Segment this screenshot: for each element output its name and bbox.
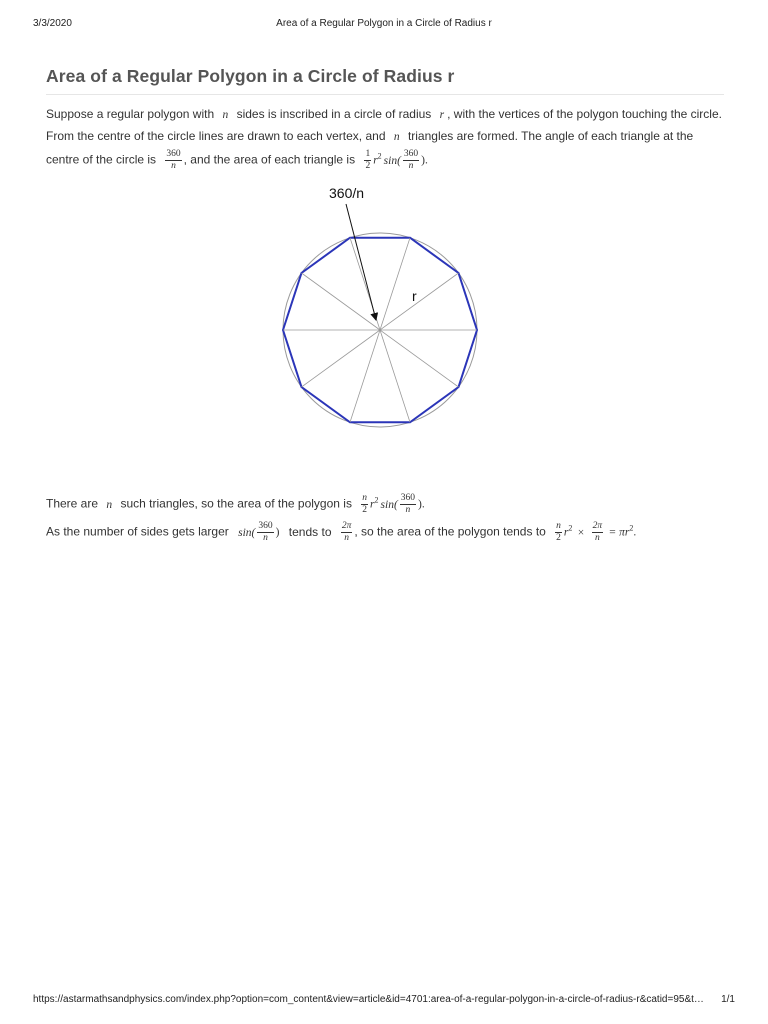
fraction-360-over-n: $\frac{360}{n}$	[166, 149, 181, 171]
print-url: https://astarmathsandphysics.com/index.php?option=com_content&view=article&id=4701:area-of-a-regular-polygon-in-a-circle-of-radius-r&catid=95&t…	[33, 994, 704, 1005]
fraction-n-over-2-b: $\frac{n}{2}$	[556, 521, 561, 543]
print-title: Area of a Regular Polygon in a Circle of Radius r	[276, 18, 492, 29]
radius-line	[302, 330, 381, 387]
paragraph-2: There are n such triangles, so the area of the polygon is $\frac{n}{2}$ $r^2$ sin( $\frac{360}{n}$ ).	[46, 493, 425, 515]
paragraph-1-line-3: centre of the circle is $\frac{360}{n}$ , and the area of each triangle is $\frac{1}{2}$ $r^2$ sin( $\frac{360}{n}$ ).	[46, 149, 428, 171]
paragraph-3: As the number of sides gets larger sin( $\frac{360}{n}$ ) tends to $\frac{2\pi}{n}$ , so the area of the polygon tends to $\frac{n}{2}$ $r^2$ × $\frac{2\pi}{n}$ = $\pi r^2$.	[46, 521, 637, 543]
radius-label: r	[412, 288, 417, 304]
fraction-n-over-2: $\frac{n}{2}$	[362, 493, 368, 515]
title-divider	[46, 94, 724, 95]
radius-line	[302, 273, 381, 330]
print-header	[0, 14, 768, 30]
print-date: 3/3/2020	[33, 18, 72, 29]
polygon-diagram	[230, 180, 540, 440]
angle-label: 360/n	[329, 185, 365, 201]
fraction-360-over-n-3: $\frac{360}{n}$	[400, 493, 416, 515]
print-page-number: 1/1	[721, 994, 735, 1005]
print-footer	[0, 992, 768, 1008]
fraction-2pi-over-n-b: $\frac{2\pi}{n}$	[592, 521, 603, 543]
article-title: Area of a Regular Polygon in a Circle of Radius r	[46, 66, 455, 86]
radius-line	[380, 330, 410, 422]
angle-arrow	[346, 204, 376, 320]
fraction-one-half: $\frac{1}{2}$	[365, 149, 371, 171]
radius-line	[350, 330, 380, 422]
fraction-360-over-n-4: $\frac{360}{n}$	[258, 521, 273, 543]
radius-line	[380, 330, 459, 387]
paragraph-1-line-2: From the centre of the circle lines are drawn to each vertex, and n triangles are formed. The angle of each triangle at the	[46, 129, 694, 143]
fraction-360-over-n-2: $\frac{360}{n}$	[403, 149, 419, 171]
paragraph-1-line-1: Suppose a regular polygon with n sides is inscribed in a circle of radius r , with the vertices of the polygon touching the circle.	[46, 107, 722, 121]
fraction-2pi-over-n: $\frac{2\pi}{n}$	[341, 521, 352, 543]
radius-line	[380, 273, 459, 330]
radius-line	[380, 238, 410, 330]
